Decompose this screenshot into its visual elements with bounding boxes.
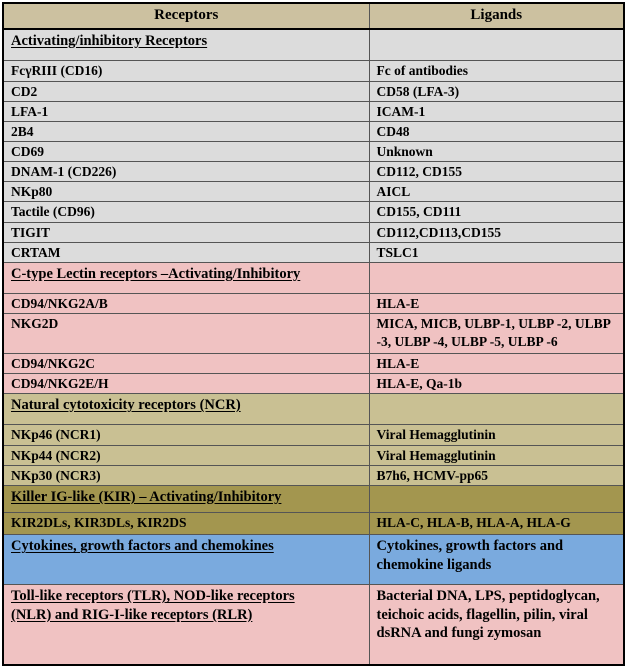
table-row <box>3 445 624 465</box>
table-row <box>3 373 624 393</box>
table-row <box>3 101 624 121</box>
section-header-cytokines <box>3 535 624 585</box>
table-row <box>3 81 624 101</box>
section-title: Natural cytotoxicity receptors (NCR) <box>3 393 369 424</box>
table-row <box>3 142 624 162</box>
section-ligand-empty <box>369 393 624 424</box>
receptor-cell: KIR2DLs, KIR3DLs, KIR2DS <box>3 513 369 535</box>
section-title: Toll-like receptors (TLR), NOD-like receptors (NLR) and RIG-I-like receptors (RLR) <box>3 585 369 666</box>
table-row <box>3 222 624 242</box>
ligand-cell: TSLC1 <box>369 242 624 262</box>
ligand-cell: HLA-E <box>369 294 624 314</box>
section-header-c-type-lectin <box>3 262 624 293</box>
ligand-cell: Viral Hemagglutinin <box>369 445 624 465</box>
section-header-kir <box>3 485 624 512</box>
receptor-cell: NKp30 (NCR3) <box>3 465 369 485</box>
ligand-cell: AICL <box>369 182 624 202</box>
section-title: Killer IG-like (KIR) – Activating/Inhibitory <box>3 485 369 512</box>
receptor-cell: Tactile (CD96) <box>3 202 369 222</box>
receptor-cell: DNAM-1 (CD226) <box>3 162 369 182</box>
table-row <box>3 61 624 81</box>
ligand-cell: CD48 <box>369 121 624 141</box>
receptor-cell: LFA-1 <box>3 101 369 121</box>
ligand-cell: CD112, CD155 <box>369 162 624 182</box>
section-ligand-empty <box>369 485 624 512</box>
section-header-ncr <box>3 393 624 424</box>
receptor-cell: CD69 <box>3 142 369 162</box>
ligand-cell: CD58 (LFA-3) <box>369 81 624 101</box>
receptor-cell: NKp44 (NCR2) <box>3 445 369 465</box>
receptor-cell: NKG2D <box>3 314 369 353</box>
receptor-cell: TIGIT <box>3 222 369 242</box>
table-row <box>3 425 624 445</box>
receptor-cell: CD2 <box>3 81 369 101</box>
receptor-cell: FcγRIII (CD16) <box>3 61 369 81</box>
table-row <box>3 353 624 373</box>
section-ligand-cell: Bacterial DNA, LPS, peptidoglycan, teichoic acids, flagellin, pilin, viral dsRNA and fungi zymosan <box>369 585 624 666</box>
section-header-tlr-nlr-rlr <box>3 585 624 666</box>
table-row <box>3 465 624 485</box>
table-row <box>3 314 624 353</box>
section-ligand-empty <box>369 29 624 61</box>
receptor-ligand-table <box>2 2 625 666</box>
ligand-cell: Viral Hemagglutinin <box>369 425 624 445</box>
section-title: C-type Lectin receptors –Activating/Inhibitory <box>3 262 369 293</box>
receptor-cell: 2B4 <box>3 121 369 141</box>
section-ligand-empty <box>369 262 624 293</box>
receptor-cell: CD94/NKG2A/B <box>3 294 369 314</box>
table-row <box>3 294 624 314</box>
table-row <box>3 202 624 222</box>
receptor-cell: CD94/NKG2E/H <box>3 373 369 393</box>
section-ligand-cell: Cytokines, growth factors and chemokine ligands <box>369 535 624 585</box>
table-row <box>3 513 624 535</box>
table-row <box>3 242 624 262</box>
ligand-cell: CD112,CD113,CD155 <box>369 222 624 242</box>
table-row <box>3 162 624 182</box>
receptor-cell: NKp46 (NCR1) <box>3 425 369 445</box>
section-header-activating-inhibitory <box>3 29 624 61</box>
table-row <box>3 121 624 141</box>
ligand-cell: CD155, CD111 <box>369 202 624 222</box>
column-header-receptors: Receptors <box>3 3 369 29</box>
ligand-cell: MICA, MICB, ULBP-1, ULBP -2, ULBP -3, ULBP -4, ULBP -5, ULBP -6 <box>369 314 624 353</box>
ligand-cell: HLA-E <box>369 353 624 373</box>
table-row <box>3 182 624 202</box>
section-title: Cytokines, growth factors and chemokines <box>3 535 369 585</box>
receptor-cell: NKp80 <box>3 182 369 202</box>
ligand-cell: HLA-C, HLA-B, HLA-A, HLA-G <box>369 513 624 535</box>
ligand-cell: Unknown <box>369 142 624 162</box>
receptor-cell: CD94/NKG2C <box>3 353 369 373</box>
column-header-ligands: Ligands <box>369 3 624 29</box>
section-title: Activating/inhibitory Receptors <box>3 29 369 61</box>
receptor-cell: CRTAM <box>3 242 369 262</box>
table-header-row <box>3 3 624 29</box>
ligand-cell: HLA-E, Qa-1b <box>369 373 624 393</box>
ligand-cell: B7h6, HCMV-pp65 <box>369 465 624 485</box>
ligand-cell: ICAM-1 <box>369 101 624 121</box>
ligand-cell: Fc of antibodies <box>369 61 624 81</box>
